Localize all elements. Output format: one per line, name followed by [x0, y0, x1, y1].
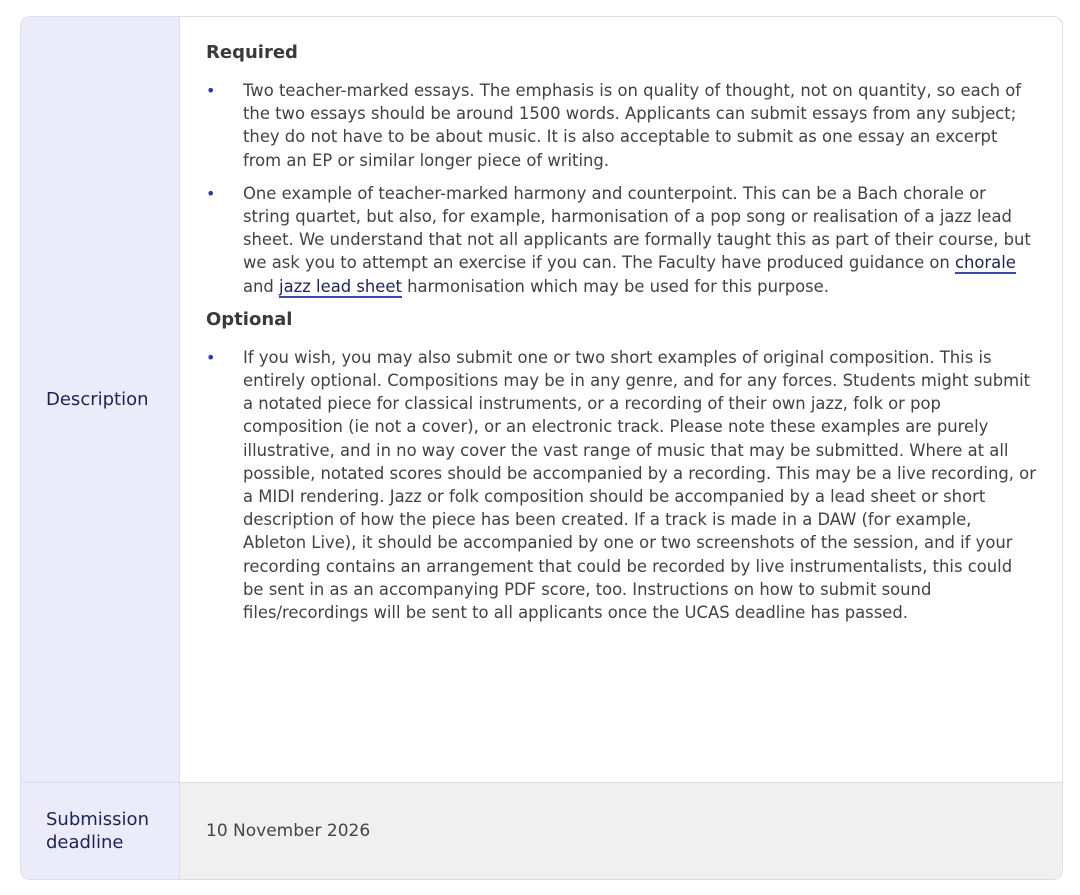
- deadline-value: 10 November 2026: [180, 783, 1062, 879]
- list-item: [206, 79, 1036, 172]
- description-label: Description: [21, 17, 180, 782]
- deadline-label: Submission deadline: [21, 783, 180, 879]
- bullet-icon: •: [206, 347, 216, 367]
- submission-requirements-table: [20, 16, 1063, 880]
- optional-heading: Optional: [206, 308, 293, 330]
- deadline-row: [21, 783, 1062, 879]
- bullet-icon: •: [206, 183, 216, 203]
- bullet-icon: •: [206, 81, 216, 100]
- list-item-text: Two teacher-marked essays. The emphasis is on quality of thought, not on quantity, so each of the two essays should be around 1500 words. Applicants can submit essays from any subject; they do not have to be about music. It is also acceptable to submit as one essay an excerpt from an EP or similar longer piece of writing.: [243, 81, 1022, 170]
- chorale-link[interactable]: chorale: [955, 253, 1016, 273]
- list-item-text: harmonisation which may be used for this purpose.: [401, 276, 829, 296]
- list-item: [206, 182, 1036, 298]
- list-item-text: and: [243, 276, 280, 296]
- jazz-lead-sheet-link[interactable]: jazz lead sheet: [279, 276, 402, 296]
- description-row: [21, 17, 1062, 783]
- required-list: [206, 79, 1036, 298]
- list-item-text: One example of teacher-marked harmony and counterpoint. This can be a Bach chorale or string quartet, but also, for example, harmonisation of a pop song or realisation of a jazz lead sheet. We understand that not all applicants are formally taught this as part of their course, but we ask you to attempt an exercise if you can. The Faculty have produced guidance on: [243, 183, 1031, 273]
- optional-list: [206, 346, 1036, 624]
- list-item: [206, 346, 1036, 624]
- required-heading: Required: [206, 42, 298, 63]
- list-item-text: If you wish, you may also submit one or two short examples of original composition. This is entirely optional. Compositions may be in any genre, and for any forces. Students might submit a notated piece for classical instruments, or a recording of their own jazz, folk or pop composition (ie not a cover), or an electronic track. Please note these examples are purely illustrative, and in no way cover the vast range of music that may be submitted. Where at all possible, notated scores should be accompanied by a recording. This may be a live recording, or a MIDI rendering. Jazz or folk composition should be accompanied by a lead sheet or short description of how the piece has been created. If a track is made in a DAW (for example, Ableton Live), it should be accompanied by one or two screenshots of the session, and if your recording contains an arrangement that could be recorded by live instrumentalists, this could be sent in as an accompanying PDF score, too. Instructions on how to submit sound files/recordings will be sent to all applicants once the UCAS deadline has passed.: [243, 347, 1036, 623]
- description-content: [180, 17, 1062, 782]
